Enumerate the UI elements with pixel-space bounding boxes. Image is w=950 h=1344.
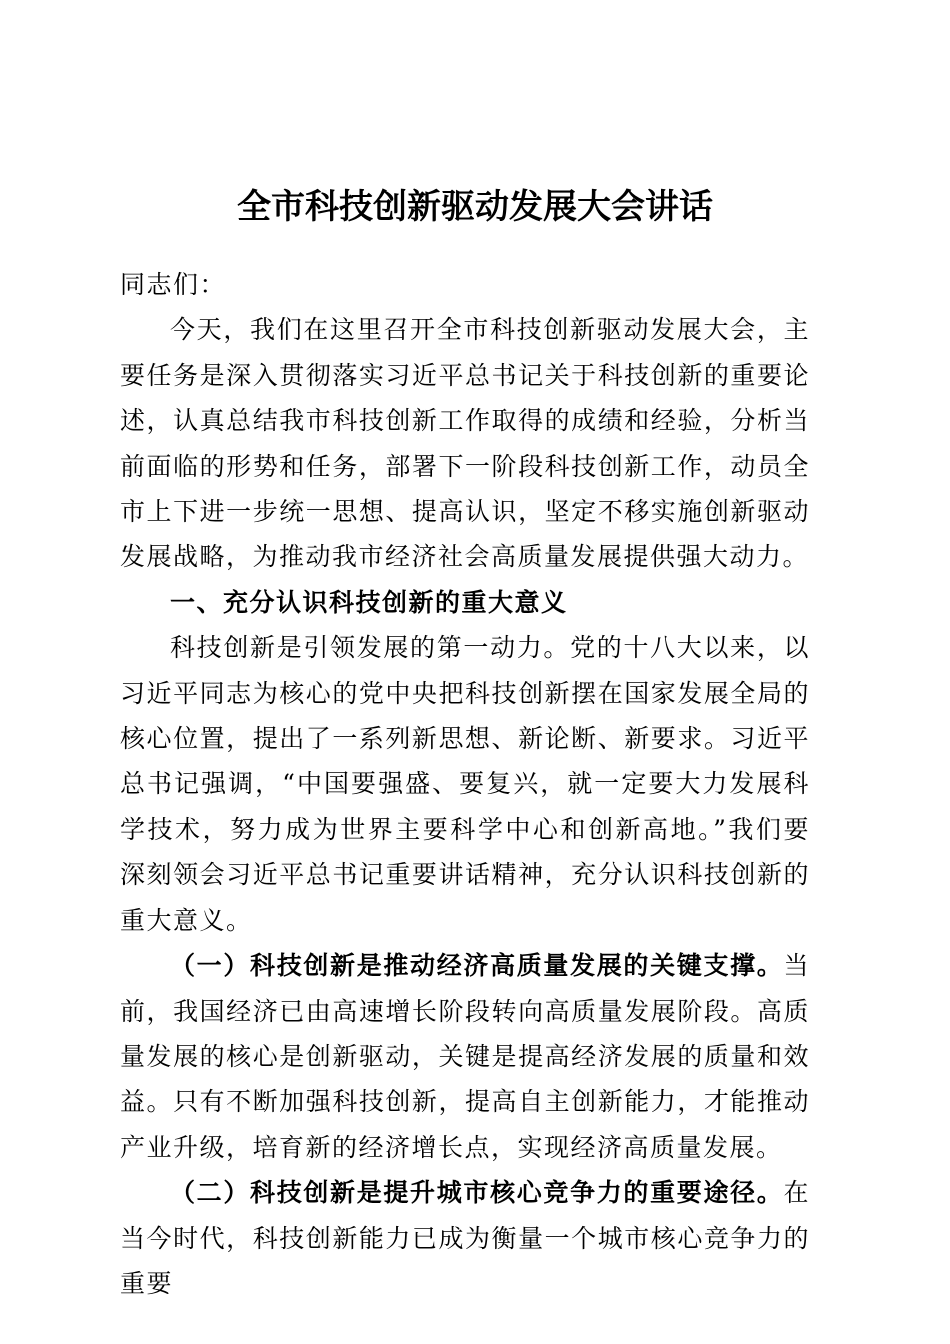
point-two-lead: （二）科技创新是提升城市核心竞争力的重要途径。 xyxy=(170,1178,784,1208)
section-heading: 一、充分认识科技创新的重大意义 xyxy=(170,587,568,617)
greeting: 同志们： xyxy=(120,270,227,299)
document-title: 全市科技创新驱动发展大会讲话 xyxy=(237,187,713,227)
point-one-paragraph xyxy=(120,943,810,1170)
point-two-text: 在当今时代，科技创新能力已成为衡量一个城市核心竞争力的重要 xyxy=(120,1178,810,1298)
intro-paragraph: 今天，我们在这里召开全市科技创新驱动发展大会，主要任务是深入贯彻落实习近平总书记关于科技创新的重要论述，认真总结我市科技创新工作取得的成绩和经验，分析当前面临的形势和任务，部署下一阶段科技创新工作，动员全市上下进一步统一思想、提高认识，坚定不移实施创新驱动发展战略，为推动我市经济社会高质量发展提供强大动力。 xyxy=(120,315,810,572)
document-body xyxy=(120,262,810,1306)
point-one-text: 当前，我国经济已由高速增长阶段转向高质量发展阶段。高质量发展的核心是创新驱动，关键是提高经济发展的质量和效益。只有不断加强科技创新，提高自主创新能力，才能推动产业升级，培育新的经济增长点，实现经济高质量发展。 xyxy=(120,951,810,1162)
point-two-paragraph xyxy=(120,1170,810,1306)
point-one-lead: （一）科技创新是推动经济高质量发展的关键支撑。 xyxy=(170,951,784,981)
section-paragraph: 科技创新是引领发展的第一动力。党的十八大以来，以习近平同志为核心的党中央把科技创新摆在国家发展全局的核心位置，提出了一系列新思想、新论断、新要求。习近平总书记强调，“中国要强盛、要复兴，就一定要大力发展科学技术，努力成为世界主要科学中心和创新高地。”我们要深刻领会习近平总书记重要讲话精神，充分认识科技创新的重大意义。 xyxy=(120,633,810,935)
